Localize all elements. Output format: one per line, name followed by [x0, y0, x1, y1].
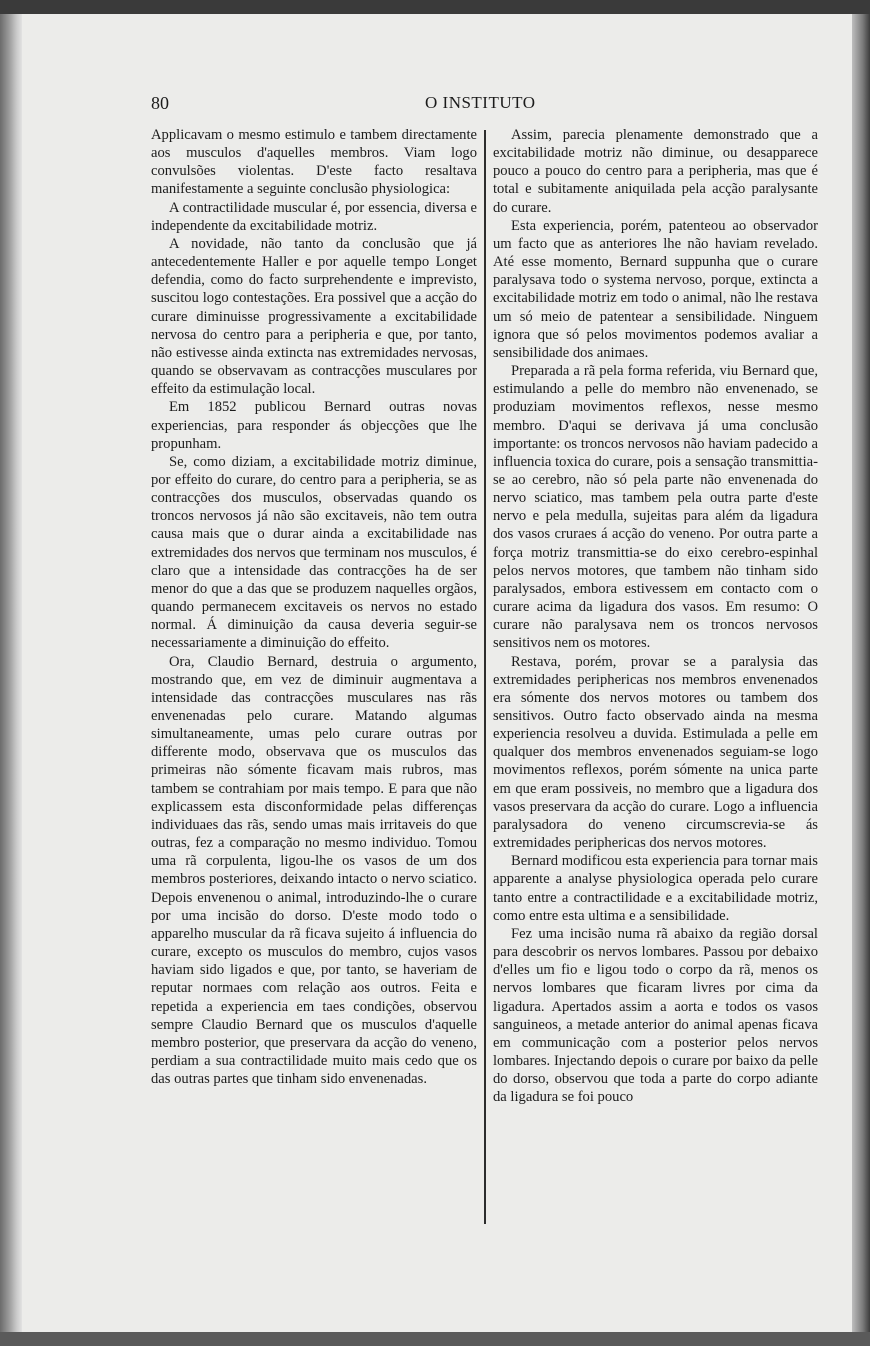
paragraph: Applicavam o mesmo estimulo e tambem directamente aos musculos d'aquelles membros. Viam logo convulsões violentas. D'este facto resaltava manifestamente a seguinte conclusão physiologica:: [151, 127, 477, 198]
left-column: [151, 126, 477, 1088]
scan-bottom-border: [0, 1332, 870, 1346]
paragraph: Assim, parecia plenamente demonstrado que a excitabilidade motriz não diminue, ou desapparece pouco a pouco do centro para a peripheria, mas que é total e subitamente aniquilada pela acção paralysante do curare.: [493, 127, 818, 216]
page-number: 80: [151, 93, 169, 113]
paragraph: Se, como diziam, a excitabilidade motriz diminue, por effeito do curare, do centro para a peripheria, se as contracções dos musculos, observadas quando os troncos nervosos já não são excitaveis, não tem outra causa mais que o durar ainda a excitabilidade nas extremidades dos nervos que terminam nos musculos, é claro que a intensidade das contracções ha de ser menor do que a das que se produzem naquelles orgãos, quando permanecem excitaveis os nervos no estado normal. Á diminuição da causa deveria seguir-se necessariamente a diminuição do effeito.: [151, 453, 477, 652]
paragraph: Fez uma incisão numa rã abaixo da região dorsal para descobrir os nervos lombares. Passou por debaixo d'elles um fio e ligou todo o corpo da rã, menos os nervos lombares que ficaram livres por cima da ligadura. Apertados assim a aorta e todos os vasos sanguineos, a metade anterior do animal apenas ficava em communicação com a posterior pelos nervos lombares. Injectando depois o curare por baixo da pelle do dorso, observou que toda a parte do corpo adiante da ligadura se foi pouco: [493, 925, 818, 1106]
running-title: O INSTITUTO: [425, 93, 536, 112]
right-column: [493, 126, 818, 1106]
paragraph: Ora, Claudio Bernard, destruia o argumento, mostrando que, em vez de diminuir augmentava a intensidade das contracções musculares nas rãs envenenadas pelo curare. Matando algumas simultaneamente, umas pelo curare outras por differente modo, observava que os musculos das primeiras não sómente ficavam mais rubros, mas tambem se contrahiam por mais tempo. E para que não explicassem esta disconformidade pelas differenças individuaes das rãs, sendo umas mais irritaveis do que outras, fez a comparação no mesmo individuo. Tomou uma rã corpulenta, ligou-lhe os vasos de um dos membros posteriores, deixando intacto o nervo sciatico. Depois envenenou o animal, introduzindo-lhe o curare por uma incisão do dorso. D'este modo todo o apparelho muscular da rã ficava sujeito á influencia do curare, excepto os musculos do membro, cujos vasos haviam sido ligados e que, por tanto, se haveriam de reputar normaes com relação aos outros. Feita e repetida a experiencia em taes condições, observou sempre Claudio Bernard que os musculos d'aquelle membro posterior, que preservara da acção do veneno, perdiam a sua contractilidade muito mais cedo que os das outras partes que tinham sido envenenadas.: [151, 653, 477, 1088]
book-spine: [0, 14, 22, 1346]
paragraph: Esta experiencia, porém, patenteou ao observador um facto que as anteriores lhe não haviam revelado. Até esse momento, Bernard suppunha que o curare paralysava todo o systema nervoso, porque, extincta a excitabilidade motriz em todo o animal, não lhe restava um só meio de patentear a sensibilidade. Ninguem ignora que só pelos movimentos podemos avaliar a sensibilidade dos animaes.: [493, 217, 818, 361]
column-divider: [484, 130, 486, 1224]
paragraph: Restava, porém, provar se a paralysia das extremidades periphericas nos membros envenenados era sómente dos nervos motores ou tambem dos sensitivos. Outro facto observado ainda na mesma experiencia resolveu a duvida. Estimulada a pelle em qualquer dos membros envenenados seguiam-se logo movimentos reflexos, porém sómente na unica parte em que eram possiveis, no membro que a ligadura dos vasos preservara da acção do curare. Logo a influencia paralysadora do veneno circumscrevia-se ás extremidades periphericas dos nervos motores.: [493, 653, 818, 852]
paragraph: A novidade, não tanto da conclusão que já antecedentemente Haller e por aquelle tempo Longet defendia, como do facto surprehendente e imprevisto, suscitou logo contestações. Era possivel que a acção do curare diminuisse progressivamente a excitabilidade nervosa do centro para a peripheria e que, por tanto, não estivesse ainda extincta nas extremidades nervosas, quando se observavam as contracções musculares por effeito da estimulação local.: [151, 235, 477, 398]
page-edge-shadow: [852, 14, 870, 1346]
paragraph: Em 1852 publicou Bernard outras novas experiencias, para responder ás objecções que lhe propunham.: [151, 399, 477, 452]
paragraph: Bernard modificou esta experiencia para tornar mais apparente a analyse physiologica operada pelo curare tanto entre a contractilidade e a excitabilidade motriz, como entre esta ultima e a sensibilidade.: [493, 853, 818, 924]
paragraph: Preparada a rã pela forma referida, viu Bernard que, estimulando a pelle do membro não envenenado, se produziam movimentos reflexos, nesse mesmo membro. D'aqui se derivava já uma conclusão importante: os troncos nervosos não haviam padecido a influencia toxica do curare, pois a sensação transmittia-se ao cerebro, não só pela parte não envenenada do nervo sciatico, mas tambem pela outra parte d'este nervo e pela medulla, sujeitas para além da ligadura dos vasos cruraes á acção do veneno. Por outra parte a força motriz transmittia-se do eixo cerebro-espinhal pelos nervos motores, que tambem não tinham sido paralysados, embora estivessem em contacto com o curare acima da ligadura dos vasos. Em resumo: O curare não paralysava nem os troncos nervosos sensitivos nem os motores.: [493, 363, 818, 652]
paragraph: A contractilidade muscular é, por essencia, diversa e independente da excitabilidade motriz.: [151, 199, 477, 234]
scan-top-border: [0, 0, 870, 14]
